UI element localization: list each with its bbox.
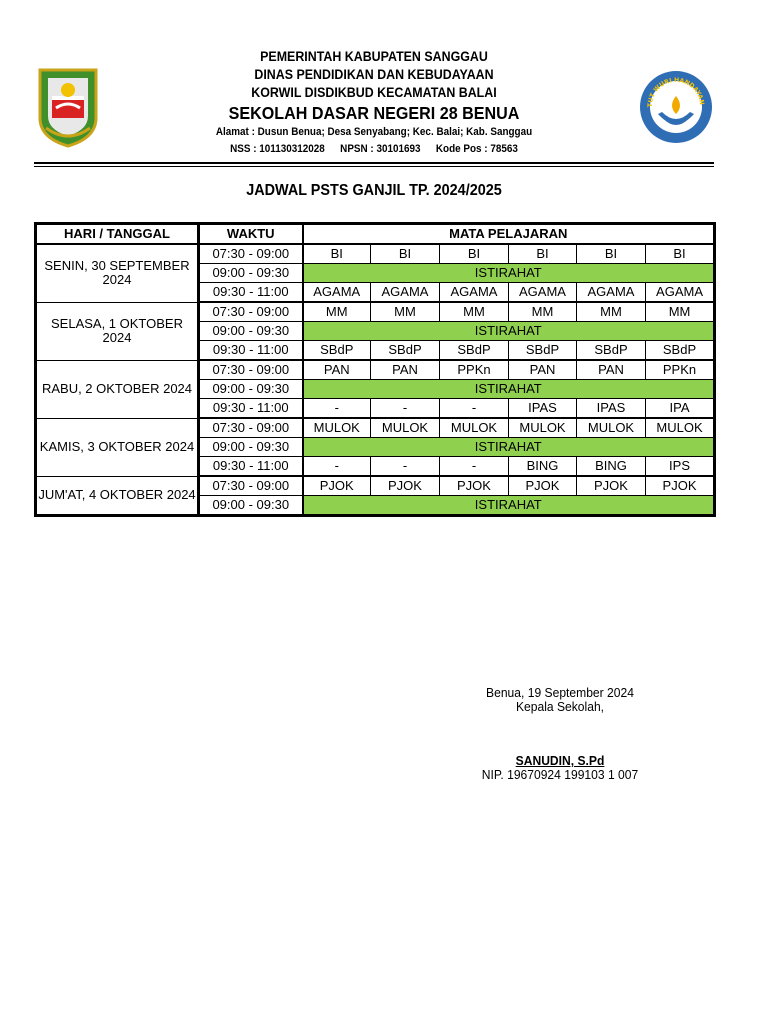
department-name: DINAS PENDIDIKAN DAN KEBUDAYAAN [254, 67, 494, 82]
subject-cell: PJOK [303, 476, 371, 496]
signature-role: Kepala Sekolah, [515, 699, 605, 714]
subject-cell: MULOK [646, 418, 715, 438]
time-cell: 09:00 - 09:30 [199, 438, 303, 457]
exam-schedule-table [34, 222, 716, 517]
school-identifiers [158, 141, 590, 158]
day-date-cell: KAMIS, 3 OKTOBER 2024 [36, 418, 199, 476]
subject-cell: IPS [646, 457, 715, 477]
principal-name: SANUDIN, S.Pd [515, 753, 605, 768]
signature-place-date: Benua, 19 September 2024 [486, 685, 634, 700]
subject-cell: BING [509, 457, 577, 477]
time-cell: 09:00 - 09:30 [199, 322, 303, 341]
day-date-cell: RABU, 2 OKTOBER 2024 [36, 360, 199, 418]
subject-cell: - [371, 399, 440, 419]
subject-cell: AGAMA [577, 283, 646, 303]
table-row [36, 476, 715, 496]
letterhead [34, 48, 714, 166]
subject-cell: PAN [509, 360, 577, 380]
subject-cell: - [440, 457, 509, 477]
subject-cell: IPA [646, 399, 715, 419]
time-cell: 09:30 - 11:00 [199, 457, 303, 477]
header-subject: MATA PELAJARAN [303, 224, 715, 245]
time-cell: 09:00 - 09:30 [199, 264, 303, 283]
subject-cell: - [303, 399, 371, 419]
subject-cell: AGAMA [371, 283, 440, 303]
table-header-row [36, 224, 715, 245]
subject-cell: MULOK [509, 418, 577, 438]
subject-cell: PJOK [371, 476, 440, 496]
time-cell: 07:30 - 09:00 [199, 476, 303, 496]
time-cell: 09:30 - 11:00 [199, 341, 303, 361]
subject-cell: - [440, 399, 509, 419]
subject-cell: IPAS [577, 399, 646, 419]
subject-cell: - [371, 457, 440, 477]
subject-cell: MULOK [440, 418, 509, 438]
svg-text:TUT WURI HANDAYANI: TUT WURI HANDAYAN [646, 76, 706, 108]
time-cell: 09:30 - 11:00 [199, 283, 303, 303]
break-cell: ISTIRAHAT [303, 264, 715, 283]
subject-cell: SBdP [440, 341, 509, 361]
break-cell: ISTIRAHAT [303, 438, 715, 457]
subject-cell: PAN [371, 360, 440, 380]
subject-cell: MULOK [371, 418, 440, 438]
subject-cell: PJOK [577, 476, 646, 496]
schedule-title: JADWAL PSTS GANJIL TP. 2024/2025 [246, 182, 502, 199]
subject-cell: IPAS [509, 399, 577, 419]
time-cell: 09:00 - 09:30 [199, 496, 303, 516]
letterhead-text [134, 48, 614, 158]
subject-cell: AGAMA [646, 283, 715, 303]
header-time: WAKTU [199, 224, 303, 245]
subject-cell: BI [303, 244, 371, 264]
letterhead-rule-thick [34, 162, 714, 164]
table-row [36, 360, 715, 380]
day-date-cell: SENIN, 30 SEPTEMBER 2024 [36, 244, 199, 302]
time-cell: 09:00 - 09:30 [199, 380, 303, 399]
break-cell: ISTIRAHAT [303, 380, 715, 399]
nss-number: NSS : 101130312028 [230, 143, 325, 155]
day-date-cell: SELASA, 1 OKTOBER 2024 [36, 302, 199, 360]
tut-wuri-handayani-logo-icon [638, 68, 714, 146]
subject-cell: PJOK [509, 476, 577, 496]
subject-cell: BI [509, 244, 577, 264]
letterhead-rule-thin [34, 166, 714, 167]
school-address: Alamat : Dusun Benua; Desa Senyabang; Kec. Balai; Kab. Sanggau [215, 126, 533, 138]
subject-cell: BI [371, 244, 440, 264]
subject-cell: MM [509, 302, 577, 322]
subject-cell: PPKn [440, 360, 509, 380]
subject-cell: BI [440, 244, 509, 264]
table-row [36, 418, 715, 438]
time-cell: 07:30 - 09:00 [199, 302, 303, 322]
time-cell: 09:30 - 11:00 [199, 399, 303, 419]
subject-cell: PJOK [440, 476, 509, 496]
subject-cell: SBdP [577, 341, 646, 361]
subject-cell: PAN [577, 360, 646, 380]
subject-cell: BI [577, 244, 646, 264]
district-office: KORWIL DISDIKBUD KECAMATAN BALAI [251, 85, 497, 100]
time-cell: 07:30 - 09:00 [199, 244, 303, 264]
header-day: HARI / TANGGAL [36, 224, 199, 245]
subject-cell: AGAMA [440, 283, 509, 303]
npsn-number: NPSN : 30101693 [340, 143, 421, 155]
postal-code: Kode Pos : 78563 [435, 143, 518, 155]
subject-cell: BI [646, 244, 715, 264]
subject-cell: - [303, 457, 371, 477]
school-name: SEKOLAH DASAR NEGERI 28 BENUA [228, 103, 520, 123]
subject-cell: MM [371, 302, 440, 322]
break-cell: ISTIRAHAT [303, 322, 715, 341]
time-cell: 07:30 - 09:00 [199, 360, 303, 380]
principal-nip: NIP. 19670924 199103 1 007 [481, 767, 639, 782]
signature-block [448, 686, 671, 782]
subject-cell: PJOK [646, 476, 715, 496]
subject-cell: MULOK [303, 418, 371, 438]
subject-cell: MM [440, 302, 509, 322]
table-row [36, 244, 715, 264]
subject-cell: AGAMA [303, 283, 371, 303]
time-cell: 07:30 - 09:00 [199, 418, 303, 438]
day-date-cell: JUM'AT, 4 OKTOBER 2024 [36, 476, 199, 516]
subject-cell: MULOK [577, 418, 646, 438]
subject-cell: MM [646, 302, 715, 322]
government-name: PEMERINTAH KABUPATEN SANGGAU [260, 49, 488, 64]
subject-cell: SBdP [509, 341, 577, 361]
subject-cell: PPKn [646, 360, 715, 380]
sanggau-regency-emblem-icon [36, 66, 100, 148]
subject-cell: MM [303, 302, 371, 322]
subject-cell: BING [577, 457, 646, 477]
subject-cell: SBdP [371, 341, 440, 361]
subject-cell: SBdP [303, 341, 371, 361]
subject-cell: AGAMA [509, 283, 577, 303]
subject-cell: SBdP [646, 341, 715, 361]
subject-cell: MM [577, 302, 646, 322]
subject-cell: PAN [303, 360, 371, 380]
break-cell: ISTIRAHAT [303, 496, 715, 516]
table-row [36, 302, 715, 322]
